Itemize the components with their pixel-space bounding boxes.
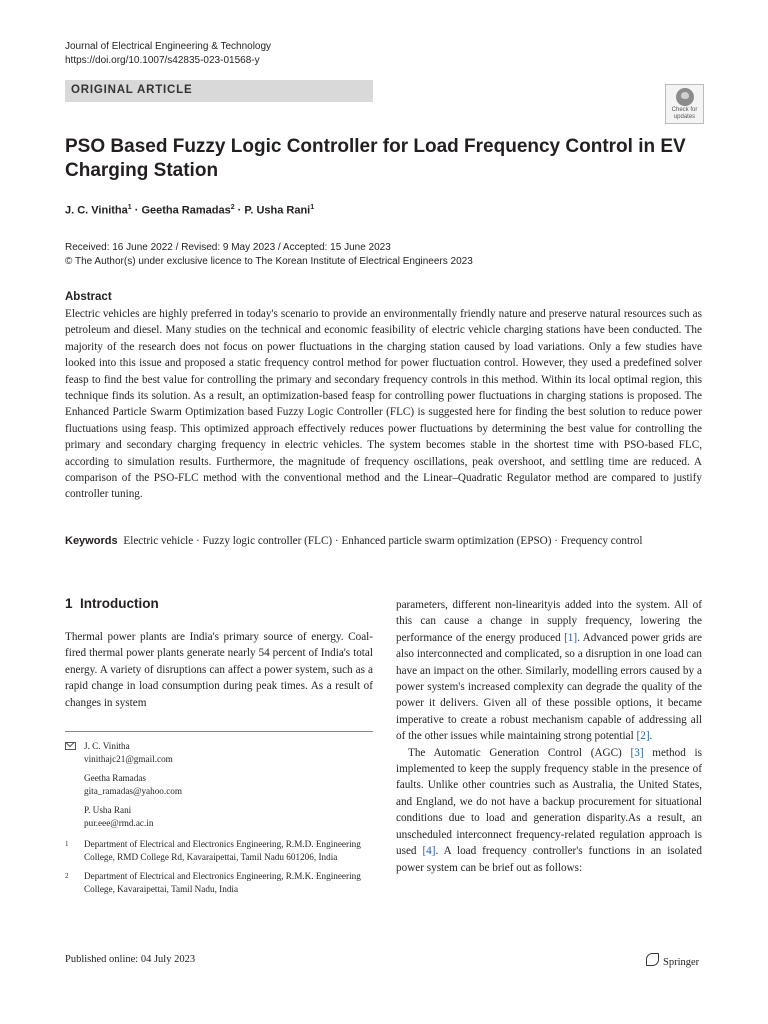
affiliation-text: Department of Electrical and Electronics Engineering, R.M.K. Engineering College, Kavaraipettai, Tamil Nadu, India [84,871,361,894]
article-type-label: ORIGINAL ARTICLE [71,84,193,96]
author-name: Geetha Ramadas [141,204,231,217]
journal-name: Journal of Electrical Engineering & Technology [65,41,272,52]
springer-horse-icon [646,953,659,966]
copyright-line: © The Author(s) under exclusive licence to The Korean Institute of Electrical Engineers 2023 [65,256,473,267]
contact-entry [65,804,373,830]
journal-header [65,40,271,68]
intro-paragraph-agc [396,745,702,876]
check-for-updates-badge[interactable] [665,84,704,124]
text-run: . [649,730,653,743]
crossmark-label-line2: updates [673,113,696,120]
article-type-banner [65,80,373,102]
author-affiliation-mark: 1 [127,204,132,211]
text-run: method is implemented to keep the supply frequency stable in the presence of faults. Unlike other countries such as Australia, the United States, and England, we do not have a backup procurement for situational conditions due to load and generation disparity.As a result, an unscheduled interconnect frequency-related regulation approach is used [396,746,702,858]
received-dates: Received: 16 June 2022 / Revised: 9 May 2023 / Accepted: 15 June 2023 [65,242,391,253]
affiliation-entry [65,838,373,864]
text-run: . Advanced power grids are also interconnected and complicated, so a disruption in one load can have an impact on the other. Similarly, modelling errors caused by a power system's increased complexity can degrade the quality of the power it delivers. Given all of these possible options, it became imperative to create a robust mechanism capable of addressing all of the other issues while maintaining strong potential [396,631,702,743]
footnote-divider [65,731,373,732]
citation-link[interactable]: [1] [564,631,578,644]
citation-link[interactable]: [4] [422,845,436,858]
author-list [65,204,314,217]
contact-name: Geetha Ramadas [84,773,146,783]
keywords-heading: Keywords [65,535,118,547]
contact-entry [65,740,373,766]
affiliation-text: Department of Electrical and Electronics Engineering, R.M.D. Engineering College, RMD College Rd, Kavaraipettai, Tamil Nadu 601206, India [84,839,361,862]
keywords [65,533,702,549]
citation-link[interactable]: [3] [630,746,644,759]
intro-paragraph: Thermal power plants are India's primary source of energy. Coal-fired thermal power plants generate nearly 54 percent of India's total energy. A variety of disruptions can affect a power system, such as a rapid change in load consumption during peak times. As a result of changes in system [65,631,373,709]
text-run: . A load frequency controller's functions in an isolated power system can be brief out as follows: [396,845,702,874]
publisher-name: Springer [663,957,700,968]
affiliation-entry [65,870,373,896]
author-notes [65,740,373,902]
affiliation-number: 1 [65,840,69,848]
publisher-logo [646,953,699,968]
envelope-icon [65,742,76,750]
crossmark-icon [676,88,694,106]
contact-email[interactable]: gita_ramadas@yahoo.com [84,786,183,796]
author-name: P. Usha Rani [244,204,311,217]
affiliation-number: 2 [65,872,69,880]
contact-name: J. C. Vinitha [84,741,130,751]
author-name: J. C. Vinitha [65,204,128,217]
citation-link[interactable]: [2] [636,730,650,743]
contact-email[interactable]: pur.eee@rmd.ac.in [84,818,154,828]
section-heading [65,596,159,611]
contact-name: P. Usha Rani [84,805,132,815]
author-affiliation-mark: 1 [310,204,315,211]
section-title: Introduction [80,596,159,611]
author-affiliation-mark: 2 [230,204,235,211]
intro-left-column [65,629,373,711]
doi-link[interactable]: https://doi.org/10.1007/s42835-023-01568-y [65,55,260,66]
intro-paragraph-continued [396,597,702,745]
crossmark-label-line1: Check for [671,107,698,113]
author-separator: · [234,204,245,217]
intro-right-column [396,597,702,876]
section-number: 1 [65,596,73,611]
text-run: parameters, different non-linearityis added into the system. All of this can cause a change in supply frequency, lowering the performance of the energy produced [396,599,702,644]
publication-history [65,241,473,269]
abstract-text: Electric vehicles are highly preferred in today's scenario to provide an environmentally friendly nature and preserve natural resources such as petroleum and diesel. Many studies on the technical and economic feasibility of electric vehicle charging stations have been conducted. The majority of the research does not focus on power fluctuations in the charging station caused by load variations. Only a few studies have looked into this issue and proposed a static frequency control method for power fluctuation control. However, they used a predefined solver feasp to find the best value for controlling the primary and secondary frequency controls in this method. Within its local optimal region, this technique finds its solution. As a result, an optimization-based feasp for controlling power fluctuations in charging stations is proposed. The Enhanced Particle Swarm Optimization based Fuzzy Logic Controller (FLC) is suggested here for finding the best solution to reduce power fluctuations using feasp. This optimized approach effectively reduces power fluctuations by determining the best value for controlling the primary and secondary charging frequency in electric vehicles. The system becomes stable in the shortest time with PSO-based FLC, according to simulation results. Furthermore, the magnitude of frequency oscillations, peak overshoot, and settling time are reduced. A comparison of the PSO-FLC method with the conventional method and the Linear–Quadratic Regulator method are compared to justify controller tuning. [65,308,702,501]
keywords-list: Electric vehicle · Fuzzy logic controller (FLC) · Enhanced particle swarm optimization (EPSO) · Frequency control [123,535,643,547]
abstract-heading: Abstract [65,291,112,303]
published-online: Published online: 04 July 2023 [65,954,196,965]
contact-entry [65,772,373,798]
contact-email[interactable]: vinithajc21@gmail.com [84,754,173,764]
text-run: The Automatic Generation Control (AGC) [408,746,631,759]
author-separator: · [131,204,142,217]
paper-title: PSO Based Fuzzy Logic Controller for Load Frequency Control in EV Charging Station [65,136,686,181]
